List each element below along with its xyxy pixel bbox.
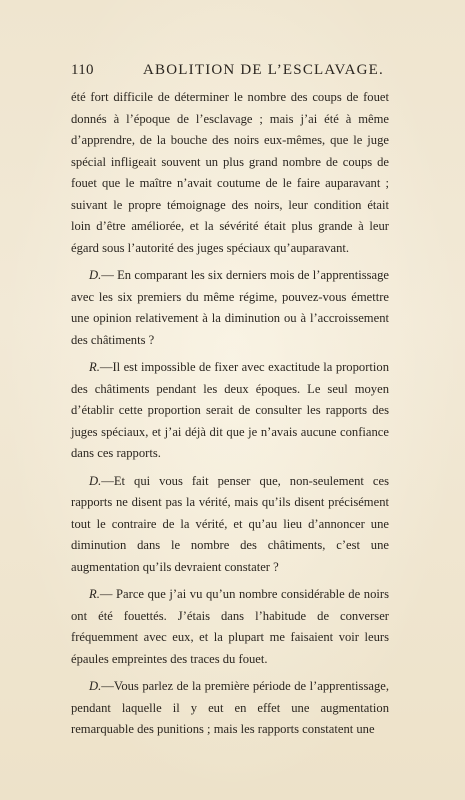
paragraph-question	[71, 471, 389, 579]
paragraph-text: —Il est impossible de fixer avec exactitude la proportion des châtiments pendant les deux époques. Le seul moyen d’établir cette proportion serait de consulter les rapports des juges spéciaux, et j’ai déjà dit que je n’avais aucune confiance dans ces rapports.	[71, 360, 389, 460]
speaker-label: D.	[89, 679, 102, 693]
paragraph-question	[71, 676, 389, 741]
paragraph-answer	[71, 584, 389, 670]
paragraph-text: été fort difficile de déterminer le nombre des coups de fouet donnés à l’époque de l’esclavage ; mais j’ai été à même d’apprendre, de la bouche des noirs eux-mêmes, que le juge spécial infligeait souvent un plus grand nombre de coups de fouet que le maître n’avait coutume de le faire auparavant ; suivant le propre témoignage des noirs, leur condition était loin d’être améliorée, et la sévérité était plus grande à leur égard sous l’autorité des juges spéciaux qu’auparavant.	[71, 90, 389, 255]
speaker-label: D.	[89, 473, 102, 488]
speaker-label: R.	[89, 587, 100, 601]
page-header	[71, 62, 388, 82]
speaker-label: R.	[89, 360, 100, 374]
speaker-label: D.	[89, 268, 102, 282]
paragraph-text: — En comparant les six derniers mois de l’apprentissage avec les six premiers du même régime, pouvez-vous émettre une opinion relativement à la diminution ou à l’accroissement des châtiments ?	[71, 268, 389, 347]
running-title: ABOLITION DE L’ESCLAVAGE.	[143, 62, 384, 78]
paragraph-text: —Et qui vous fait penser que, non-seulement ces rapports ne disent pas la vérité, mais qu’ils disent précisément tout le contraire de la vérité, et qu’au lieu d’annoncer une diminution dans le nombre des châtiments, c’est une augmentation qu’ils devraient constater ?	[71, 473, 389, 574]
paragraph-text: — Parce que j’ai vu qu’un nombre considérable de noirs ont été fouettés. J’étais dans l’habitude de converser fréquemment avec eux, et la plupart me faisaient voir leurs épaules empreintes des traces du fouet.	[71, 587, 389, 666]
paragraph-question	[71, 265, 389, 351]
paragraph-text: —Vous parlez de la première période de l’apprentissage, pendant laquelle il y eut en effet une augmentation remarquable des punitions ; mais les rapports constatent une	[71, 679, 389, 736]
paragraph-continuation	[71, 87, 389, 259]
paragraph-answer	[71, 357, 389, 465]
body-text	[71, 87, 389, 747]
page-number: 110	[71, 62, 94, 78]
